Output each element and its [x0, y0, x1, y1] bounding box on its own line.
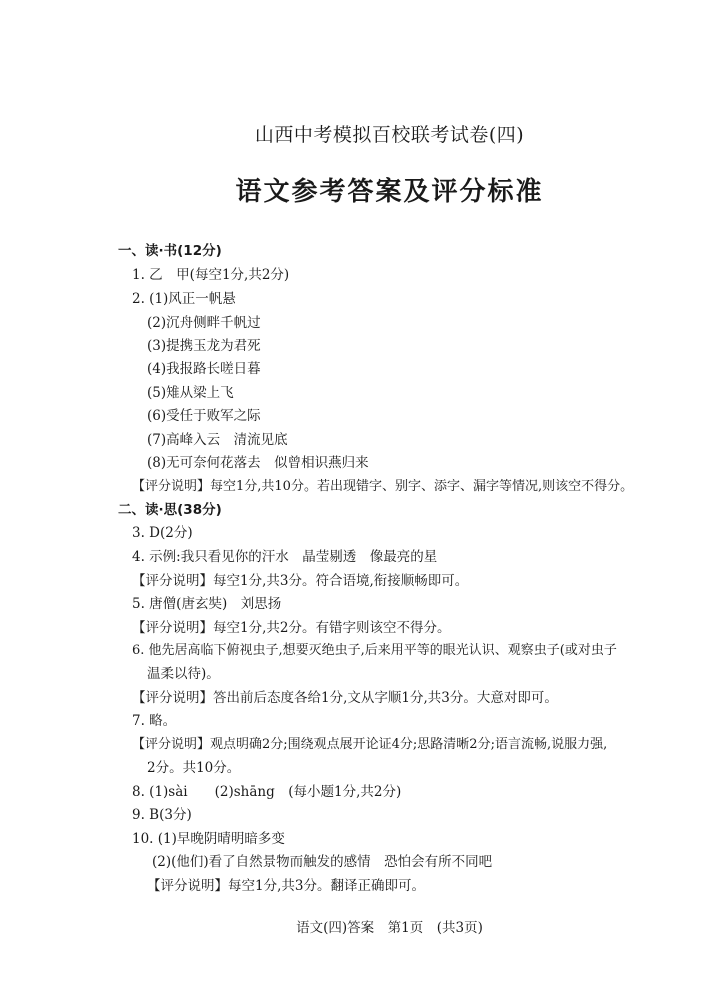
answer-line: (5)雉从梁上飞: [147, 385, 234, 401]
answer-line: 2. (1)风正一帆悬: [132, 291, 236, 307]
answer-line: 7. 略。: [132, 713, 177, 729]
page-footer: 语文(四)答案 第1页 (共3页): [296, 920, 483, 936]
exam-subtitle: 山西中考模拟百校联考试卷(四): [254, 124, 525, 146]
answer-line: (2)沉舟侧畔千帆过: [147, 315, 261, 331]
scoring-note: 【评分说明】每空1分,共10分。若出现错字、别字、添字、漏字等情况,则该空不得分。: [132, 479, 634, 494]
scoring-note-continued: 2分。共10分。: [147, 760, 241, 776]
answer-line: (8)无可奈何花落去 似曾相识燕归来: [147, 455, 369, 471]
answer-line: 3. D(2分): [132, 525, 193, 541]
answer-line: (3)提携玉龙为君死: [147, 338, 261, 354]
answer-line: (2)(他们)看了自然景物而触发的感情 恐怕会有所不同吧: [152, 854, 493, 870]
scoring-note: 【评分说明】每空1分,共3分。符合语境,衔接顺畅即可。: [132, 573, 469, 589]
scoring-note: 【评分说明】观点明确2分;围绕观点展开论证4分;思路清晰2分;语言流畅,说服力强,: [132, 737, 608, 752]
scoring-note: 【评分说明】答出前后态度各给1分,文从字顺1分,共3分。大意对即可。: [132, 690, 558, 706]
section-heading-read-book: 一、读·书(12分): [118, 243, 222, 259]
answer-line-continued: 温柔以待)。: [147, 666, 220, 682]
answer-line: 10. (1)早晚阴晴明暗多变: [132, 831, 285, 847]
page-title: 语文参考答案及评分标准: [235, 177, 544, 207]
answer-line: 6. 他先居高临下俯视虫子,想要灭绝虫子,后来用平等的眼光认识、观察虫子(或对虫子: [132, 643, 617, 658]
scoring-note: 【评分说明】每空1分,共3分。翻译正确即可。: [147, 878, 425, 894]
section-heading-read-think: 二、读·思(38分): [118, 502, 222, 518]
answer-line: 1. 乙 甲(每空1分,共2分): [132, 267, 290, 283]
answer-line: 5. 唐僧(唐玄奘) 刘思扬: [132, 596, 282, 612]
answer-line: (4)我报路长嗟日暮: [147, 361, 261, 377]
answer-line: 9. B(3分): [132, 807, 192, 823]
answer-line: (7)高峰入云 清流见底: [147, 432, 288, 448]
scoring-note: 【评分说明】每空1分,共2分。有错字则该空不得分。: [132, 620, 451, 636]
answer-line: (6)受任于败军之际: [147, 408, 261, 424]
answer-line: 8. (1)sài (2)shāng (每小题1分,共2分): [132, 784, 402, 800]
answer-line: 4. 示例:我只看见你的汗水 晶莹剔透 像最亮的星: [132, 549, 438, 565]
